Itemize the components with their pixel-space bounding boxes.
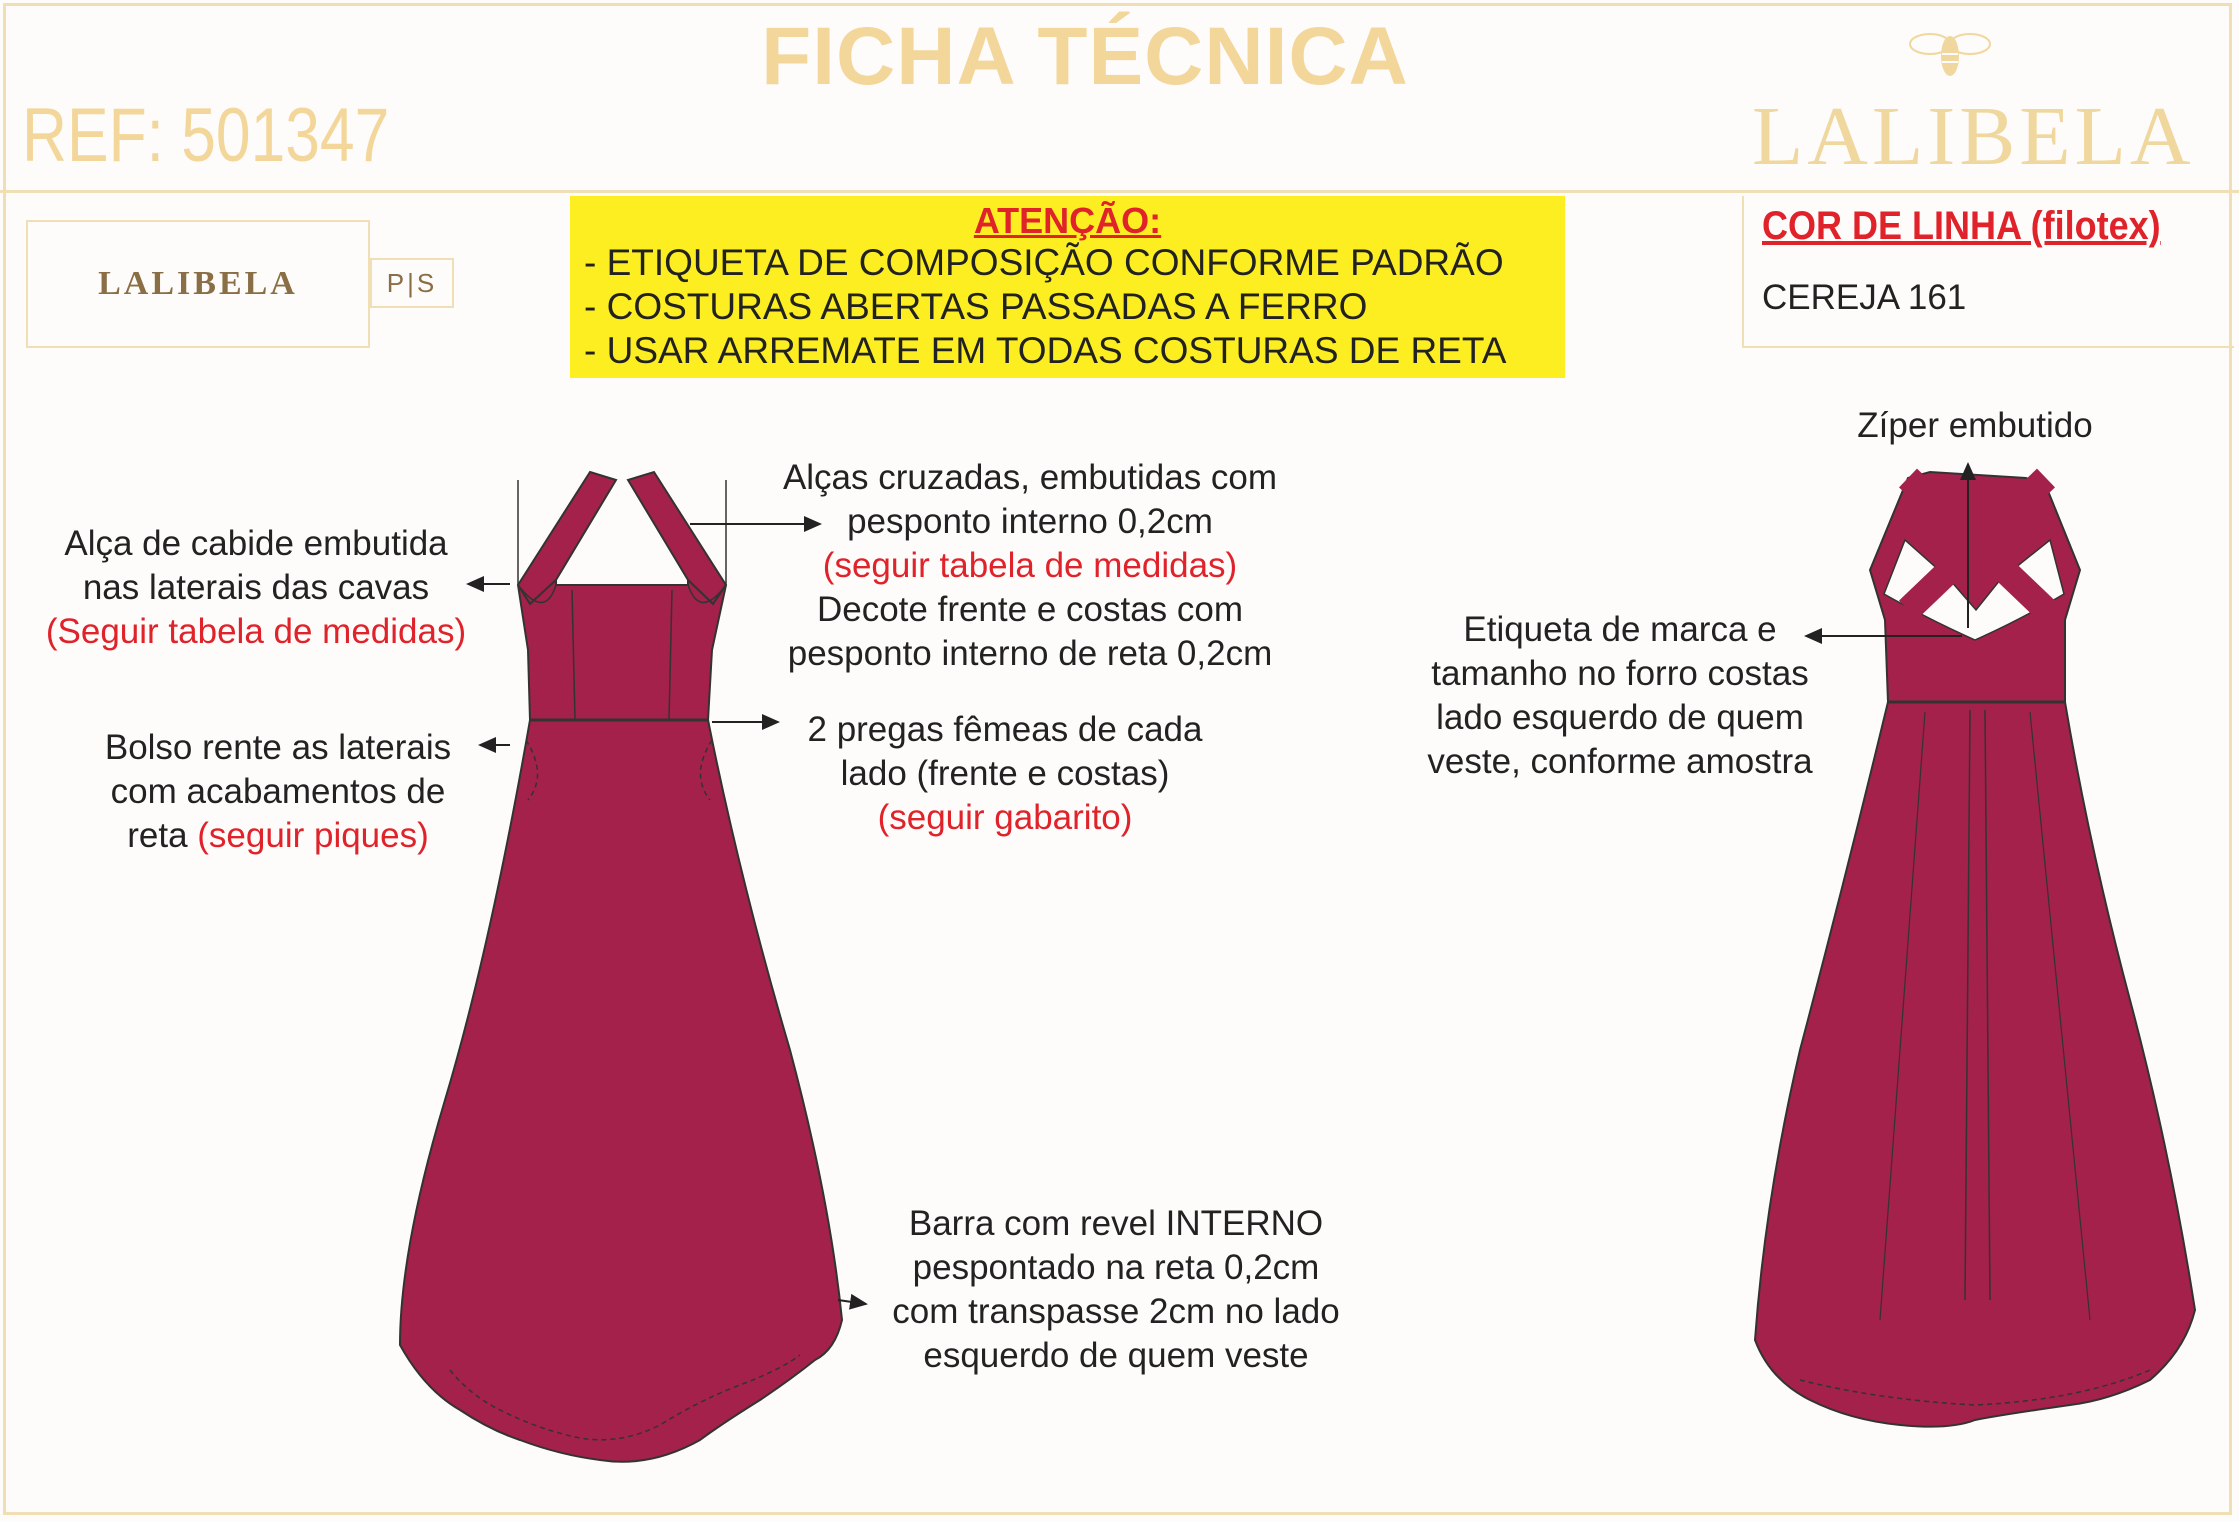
- note-line: Bolso rente as laterais: [104, 728, 452, 767]
- note-line: Etiqueta de marca e: [1463, 610, 1777, 649]
- attention-line: - USAR ARREMATE EM TODAS COSTURAS DE RETA: [584, 330, 1507, 371]
- note-line: pespontado na reta 0,2cm: [912, 1248, 1320, 1287]
- size-label: P|S: [370, 258, 454, 308]
- note-line: esquerdo de quem veste: [923, 1336, 1309, 1375]
- note-line-red: (seguir gabarito): [877, 798, 1133, 837]
- hem-note: [866, 1202, 1366, 1378]
- note-line: pesponto interno 0,2cm: [847, 502, 1213, 541]
- note-line: pesponto interno de reta 0,2cm: [787, 634, 1273, 673]
- note-line: tamanho no forro costas: [1431, 654, 1809, 693]
- page-title: FICHA TÉCNICA: [761, 11, 1409, 102]
- label-brand-text: LALIBELA: [98, 265, 298, 302]
- note-line: 2 pregas fêmeas de cada: [807, 710, 1203, 749]
- thread-color-value: CEREJA 161: [1762, 278, 1967, 317]
- note-line-red: (Seguir tabela de medidas): [45, 612, 467, 651]
- note-line: lado esquerdo de quem: [1436, 698, 1804, 737]
- note-line: veste, conforme amostra: [1427, 742, 1813, 781]
- attention-line: - COSTURAS ABERTAS PASSADAS A FERRO: [584, 286, 1368, 327]
- note-line: Barra com revel INTERNO: [908, 1204, 1324, 1243]
- thread-color-title: COR DE LINHA (filotex): [1762, 204, 2161, 248]
- note-line: Alça de cabide embutida: [64, 524, 448, 563]
- note-line: nas laterais das cavas: [82, 568, 430, 607]
- attention-title: ATENÇÃO:: [973, 200, 1162, 241]
- note-line: lado (frente e costas): [840, 754, 1170, 793]
- hanger-strap-note: [28, 522, 484, 654]
- note-line: Decote frente e costas com: [816, 590, 1244, 629]
- note-line: Alças cruzadas, embutidas com: [782, 458, 1278, 497]
- note-line: [60, 814, 496, 858]
- note-text-red: (seguir piques): [197, 816, 429, 855]
- note-line: com acabamentos de: [110, 772, 446, 811]
- reference-number: REF: 501347: [22, 93, 390, 178]
- attention-line: - ETIQUETA DE COMPOSIÇÃO CONFORME PADRÃO: [584, 242, 1504, 283]
- note-text: reta: [127, 816, 198, 855]
- brand-logo: LALIBELA: [1752, 90, 2195, 183]
- pleats-note: [780, 708, 1230, 840]
- note-line-red: (seguir tabela de medidas): [822, 546, 1238, 585]
- straps-note: [740, 456, 1320, 676]
- brand-label-note: [1400, 608, 1840, 784]
- zipper-note: Zíper embutido: [1857, 406, 2093, 445]
- note-line: com transpasse 2cm no lado: [892, 1292, 1340, 1331]
- pocket-note: [60, 726, 496, 858]
